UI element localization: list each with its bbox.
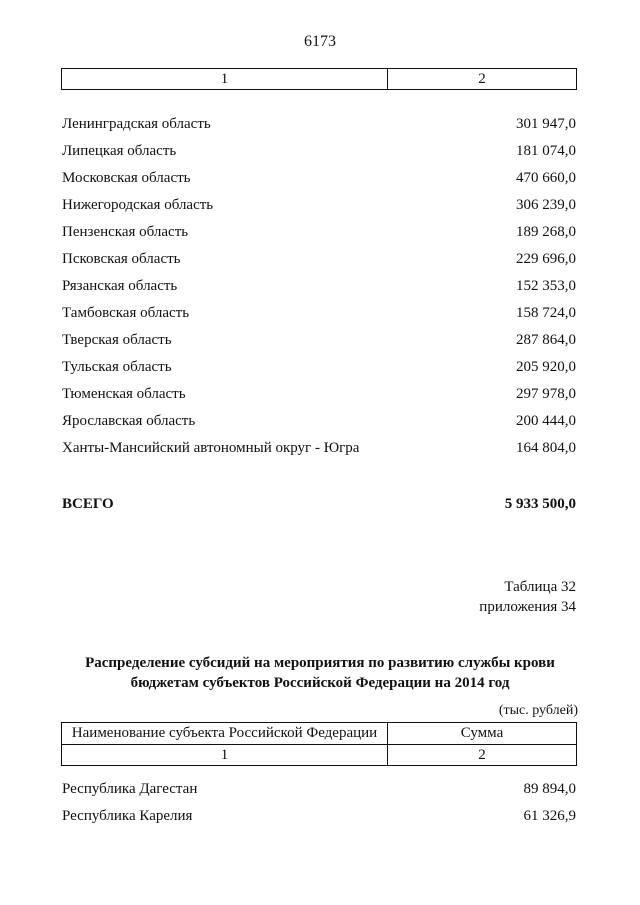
region-amount: 301 947,0 — [516, 116, 576, 132]
region-amount: 158 724,0 — [516, 305, 576, 321]
region-name: Ханты-Мансийский автономный округ - Югра — [62, 440, 360, 456]
table-row — [62, 249, 576, 269]
region-amount: 306 239,0 — [516, 197, 576, 213]
table-row — [62, 168, 576, 188]
region-amount: 89 894,0 — [523, 781, 576, 797]
region-name: Псковская область — [62, 251, 181, 267]
table-row — [62, 357, 576, 377]
region-name: Тюменская область — [62, 386, 186, 402]
region-amount: 297 978,0 — [516, 386, 576, 402]
total-row — [62, 494, 576, 514]
document-title-line2: бюджетам субъектов Российской Федерации на 2014 год — [130, 675, 510, 691]
total-amount: 5 933 500,0 — [504, 496, 576, 512]
region-name: Тамбовская область — [62, 305, 190, 321]
table-reference-line2: приложения 34 — [479, 599, 576, 615]
column-header-subject: Наименование субъекта Российской Федерации — [62, 723, 388, 745]
region-amount: 61 326,9 — [523, 808, 576, 824]
table-row — [62, 276, 576, 296]
region-name: Рязанская область — [62, 278, 178, 294]
table-row — [62, 141, 576, 161]
total-label: ВСЕГО — [62, 496, 114, 512]
table-row — [62, 806, 576, 826]
region-amount: 181 074,0 — [516, 143, 576, 159]
column-number-1: 1 — [62, 745, 388, 766]
region-amount: 229 696,0 — [516, 251, 576, 267]
table-row — [62, 779, 576, 799]
column-header-table — [61, 68, 577, 90]
region-name: Нижегородская область — [62, 197, 214, 213]
units-label: (тыс. рублей) — [498, 703, 578, 718]
region-amount: 287 864,0 — [516, 332, 576, 348]
column-number-2: 2 — [388, 745, 577, 766]
region-name: Ленинградская область — [62, 116, 211, 132]
region-name: Ярославская область — [62, 413, 196, 429]
region-amount: 152 353,0 — [516, 278, 576, 294]
region-amount: 200 444,0 — [516, 413, 576, 429]
region-name: Липецкая область — [62, 143, 177, 159]
region-name: Республика Дагестан — [62, 781, 198, 797]
region-name: Тульская область — [62, 359, 172, 375]
table-row — [62, 303, 576, 323]
region-amount: 470 660,0 — [516, 170, 576, 186]
region-amount: 189 268,0 — [516, 224, 576, 240]
region-name: Московская область — [62, 170, 191, 186]
table-row — [62, 384, 576, 404]
region-name: Пензенская область — [62, 224, 189, 240]
column-number-2: 2 — [388, 69, 577, 90]
document-title-line1: Распределение субсидий на мероприятия по развитию службы крови — [85, 655, 555, 671]
table-row — [62, 411, 576, 431]
region-name: Республика Карелия — [62, 808, 193, 824]
table-row — [62, 195, 576, 215]
region-name: Тверская область — [62, 332, 172, 348]
table-reference-line1: Таблица 32 — [504, 579, 576, 595]
table-row — [62, 222, 576, 242]
region-amount: 164 804,0 — [516, 440, 576, 456]
table-row — [62, 438, 576, 458]
second-header-table — [61, 722, 577, 766]
region-amount: 205 920,0 — [516, 359, 576, 375]
column-number-1: 1 — [62, 69, 388, 90]
page-number: 6173 — [304, 33, 336, 50]
table-row — [62, 114, 576, 134]
column-header-sum: Сумма — [388, 723, 577, 745]
table-row — [62, 330, 576, 350]
